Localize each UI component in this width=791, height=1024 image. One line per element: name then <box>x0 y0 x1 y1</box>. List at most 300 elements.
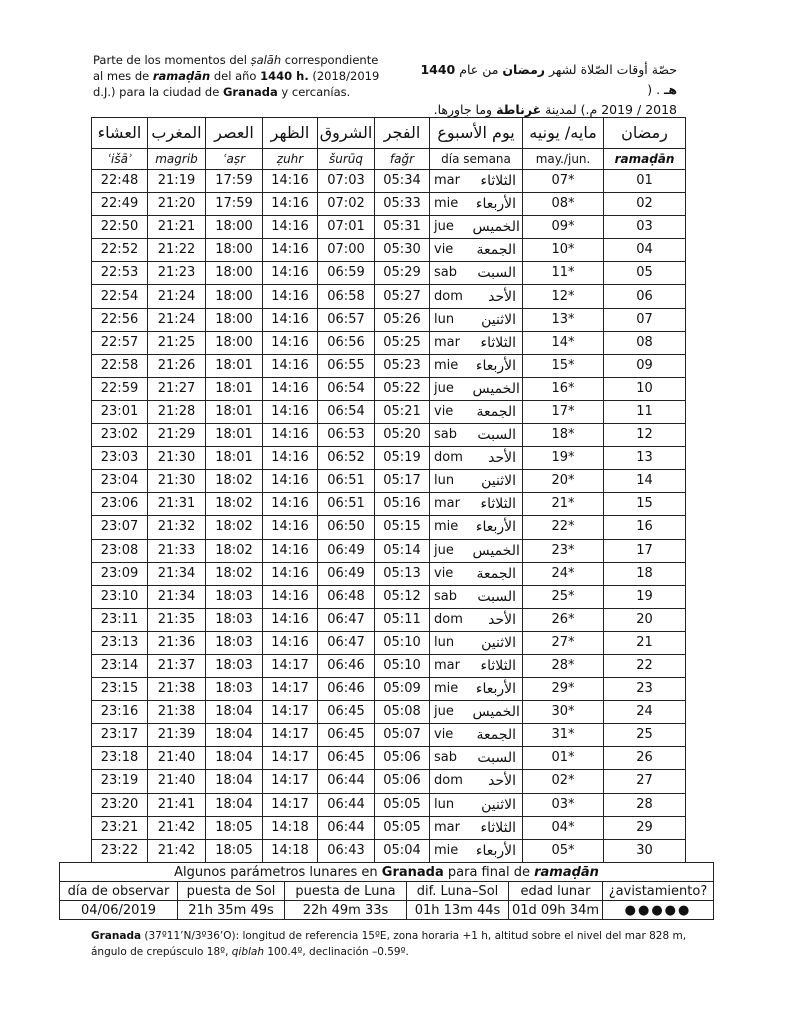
cell-day-es: jue <box>430 377 473 400</box>
cell-fajr: 05:20 <box>375 424 430 447</box>
table-row <box>92 354 686 377</box>
cell-isha: 22:49 <box>92 193 148 216</box>
cell-isha: 23:17 <box>92 724 148 747</box>
header-text: correspondiente <box>281 53 379 67</box>
cell-shuruq: 07:01 <box>318 216 375 239</box>
cell-dhuhr: 14:17 <box>263 770 318 793</box>
lunar-header-row <box>60 882 714 901</box>
col-header-fajr: الفجر <box>375 118 430 149</box>
cell-fajr: 05:10 <box>375 654 430 677</box>
cell-isha: 23:02 <box>92 424 148 447</box>
cell-fajr: 05:07 <box>375 724 430 747</box>
cell-isha: 23:19 <box>92 770 148 793</box>
cell-day-es: mie <box>430 354 473 377</box>
cell-ramadan: 27 <box>604 770 686 793</box>
cell-date: 16* <box>523 377 604 400</box>
cell-date: 14* <box>523 331 604 354</box>
cell-date: 12* <box>523 285 604 308</box>
cell-isha: 22:56 <box>92 308 148 331</box>
table-row <box>92 447 686 470</box>
cell-date: 15* <box>523 354 604 377</box>
cell-ramadan: 16 <box>604 516 686 539</box>
lunar-header: ¿avistamiento? <box>603 882 714 901</box>
cell-asr: 18:03 <box>206 631 263 654</box>
lunar-header: dif. Luna–Sol <box>407 882 509 901</box>
col-header-shuruq: الشروق <box>318 118 375 149</box>
cell-shuruq: 06:54 <box>318 377 375 400</box>
cell-maghrib: 21:38 <box>148 678 206 701</box>
cell-day-ar: الخميس <box>473 701 523 724</box>
cell-shuruq: 06:55 <box>318 354 375 377</box>
cell-day-es: sab <box>430 424 473 447</box>
lunar-title-text: Algunos parámetros lunares en <box>174 864 382 880</box>
cell-date: 04* <box>523 816 604 839</box>
cell-shuruq: 06:45 <box>318 747 375 770</box>
cell-day-ar: الأحد <box>473 285 523 308</box>
cell-ramadan: 19 <box>604 585 686 608</box>
cell-dhuhr: 14:16 <box>263 239 318 262</box>
cell-day-ar: الخميس <box>473 539 523 562</box>
cell-date: 25* <box>523 585 604 608</box>
cell-isha: 23:15 <box>92 678 148 701</box>
header-city: Granada <box>222 85 278 99</box>
cell-day-ar: الاثنين <box>473 470 523 493</box>
cell-fajr: 05:10 <box>375 631 430 654</box>
header-text: d.J.) para la ciudad de <box>93 85 223 99</box>
cell-maghrib: 21:25 <box>148 331 206 354</box>
cell-isha: 22:57 <box>92 331 148 354</box>
cell-dhuhr: 14:16 <box>263 516 318 539</box>
table-row <box>92 262 686 285</box>
table-row <box>92 400 686 423</box>
col-header-asr: العصر <box>206 118 263 149</box>
cell-day-ar: الجمعة <box>473 400 523 423</box>
cell-ramadan: 07 <box>604 308 686 331</box>
cell-date: 08* <box>523 193 604 216</box>
cell-dhuhr: 14:16 <box>263 470 318 493</box>
cell-shuruq: 06:57 <box>318 308 375 331</box>
footer-note <box>91 928 691 960</box>
cell-dhuhr: 14:16 <box>263 631 318 654</box>
header-text: del año <box>210 69 261 83</box>
col-tr-date: may./jun. <box>523 149 604 170</box>
cell-day-ar: الخميس <box>473 216 523 239</box>
cell-day-es: dom <box>430 447 473 470</box>
table-row <box>92 539 686 562</box>
header-ramadan: ramaḍān <box>152 69 211 83</box>
cell-asr: 18:04 <box>206 724 263 747</box>
cell-maghrib: 21:30 <box>148 470 206 493</box>
cell-asr: 18:00 <box>206 216 263 239</box>
col-tr-shuruq: šurūq <box>318 149 375 170</box>
col-tr-asr: ʿaṣr <box>206 149 263 170</box>
footer-qiblah: qiblah <box>231 946 265 958</box>
cell-asr: 18:00 <box>206 308 263 331</box>
cell-shuruq: 06:56 <box>318 331 375 354</box>
cell-date: 19* <box>523 447 604 470</box>
cell-dhuhr: 14:16 <box>263 608 318 631</box>
cell-asr: 18:00 <box>206 239 263 262</box>
cell-day-ar: الأحد <box>473 608 523 631</box>
cell-asr: 18:00 <box>206 331 263 354</box>
cell-fajr: 05:26 <box>375 308 430 331</box>
cell-maghrib: 21:34 <box>148 562 206 585</box>
col-tr-weekday: día semana <box>430 149 523 170</box>
cell-dhuhr: 14:17 <box>263 793 318 816</box>
cell-asr: 18:04 <box>206 770 263 793</box>
cell-date: 23* <box>523 539 604 562</box>
cell-date: 17* <box>523 400 604 423</box>
cell-ramadan: 21 <box>604 631 686 654</box>
cell-fajr: 05:17 <box>375 470 430 493</box>
header-ar-city: غرناطة <box>496 102 542 117</box>
cell-shuruq: 06:54 <box>318 400 375 423</box>
cell-day-ar: الثلاثاء <box>473 331 523 354</box>
table-row <box>92 470 686 493</box>
lunar-header: puesta de Sol <box>178 882 285 901</box>
cell-day-es: mar <box>430 493 473 516</box>
cell-ramadan: 06 <box>604 285 686 308</box>
cell-ramadan: 23 <box>604 678 686 701</box>
cell-fajr: 05:09 <box>375 678 430 701</box>
cell-isha: 23:01 <box>92 400 148 423</box>
cell-dhuhr: 14:16 <box>263 193 318 216</box>
cell-isha: 23:16 <box>92 701 148 724</box>
cell-day-es: lun <box>430 470 473 493</box>
cell-asr: 18:05 <box>206 816 263 839</box>
cell-shuruq: 06:51 <box>318 493 375 516</box>
cell-ramadan: 12 <box>604 424 686 447</box>
lunar-value-age: 01d 09h 34m <box>509 901 603 920</box>
cell-fajr: 05:15 <box>375 516 430 539</box>
cell-ramadan: 30 <box>604 839 686 862</box>
cell-shuruq: 07:03 <box>318 170 375 193</box>
table-row <box>92 193 686 216</box>
cell-day-ar: الاثنين <box>473 631 523 654</box>
cell-day-es: lun <box>430 793 473 816</box>
header-text: y cercanías. <box>277 85 351 99</box>
table-row <box>92 839 686 862</box>
cell-asr: 18:01 <box>206 400 263 423</box>
cell-dhuhr: 14:16 <box>263 216 318 239</box>
cell-shuruq: 06:52 <box>318 447 375 470</box>
cell-date: 13* <box>523 308 604 331</box>
cell-shuruq: 06:44 <box>318 793 375 816</box>
cell-isha: 22:54 <box>92 285 148 308</box>
cell-day-es: mie <box>430 516 473 539</box>
table-row <box>92 170 686 193</box>
cell-date: 30* <box>523 701 604 724</box>
cell-maghrib: 21:19 <box>148 170 206 193</box>
cell-ramadan: 22 <box>604 654 686 677</box>
cell-maghrib: 21:29 <box>148 424 206 447</box>
cell-asr: 18:03 <box>206 654 263 677</box>
cell-day-ar: السبت <box>473 262 523 285</box>
cell-day-ar: الأربعاء <box>473 839 523 862</box>
col-header-isha: العشاء <box>92 118 148 149</box>
cell-fajr: 05:31 <box>375 216 430 239</box>
cell-dhuhr: 14:16 <box>263 262 318 285</box>
cell-fajr: 05:14 <box>375 539 430 562</box>
cell-day-es: lun <box>430 631 473 654</box>
cell-fajr: 05:33 <box>375 193 430 216</box>
cell-asr: 18:01 <box>206 377 263 400</box>
cell-ramadan: 13 <box>604 447 686 470</box>
footer-city: Granada <box>91 930 142 942</box>
cell-day-ar: الجمعة <box>473 724 523 747</box>
cell-ramadan: 25 <box>604 724 686 747</box>
cell-ramadan: 11 <box>604 400 686 423</box>
cell-dhuhr: 14:17 <box>263 747 318 770</box>
cell-shuruq: 06:58 <box>318 285 375 308</box>
cell-maghrib: 21:40 <box>148 770 206 793</box>
cell-day-es: sab <box>430 262 473 285</box>
cell-day-ar: الاثنين <box>473 793 523 816</box>
cell-isha: 23:10 <box>92 585 148 608</box>
cell-day-ar: الاثنين <box>473 308 523 331</box>
cell-isha: 22:58 <box>92 354 148 377</box>
cell-date: 02* <box>523 770 604 793</box>
cell-asr: 18:02 <box>206 562 263 585</box>
header-row-transliteration <box>92 149 686 170</box>
cell-fajr: 05:08 <box>375 701 430 724</box>
cell-shuruq: 06:50 <box>318 516 375 539</box>
cell-maghrib: 21:42 <box>148 816 206 839</box>
cell-day-ar: الأربعاء <box>473 678 523 701</box>
cell-ramadan: 15 <box>604 493 686 516</box>
table-row <box>92 285 686 308</box>
lunar-title-text: para final de <box>443 864 535 880</box>
cell-ramadan: 26 <box>604 747 686 770</box>
cell-fajr: 05:27 <box>375 285 430 308</box>
cell-fajr: 05:05 <box>375 793 430 816</box>
cell-ramadan: 03 <box>604 216 686 239</box>
cell-maghrib: 21:35 <box>148 608 206 631</box>
cell-asr: 17:59 <box>206 170 263 193</box>
header-ar-text: من عام <box>455 62 503 77</box>
cell-dhuhr: 14:16 <box>263 424 318 447</box>
cell-shuruq: 07:00 <box>318 239 375 262</box>
table-row <box>92 562 686 585</box>
cell-day-es: lun <box>430 308 473 331</box>
cell-dhuhr: 14:17 <box>263 678 318 701</box>
cell-ramadan: 08 <box>604 331 686 354</box>
cell-fajr: 05:30 <box>375 239 430 262</box>
cell-shuruq: 06:46 <box>318 678 375 701</box>
cell-isha: 22:50 <box>92 216 148 239</box>
cell-maghrib: 21:27 <box>148 377 206 400</box>
cell-date: 07* <box>523 170 604 193</box>
cell-date: 28* <box>523 654 604 677</box>
cell-isha: 22:53 <box>92 262 148 285</box>
cell-isha: 22:52 <box>92 239 148 262</box>
cell-dhuhr: 14:17 <box>263 654 318 677</box>
cell-dhuhr: 14:16 <box>263 308 318 331</box>
cell-day-ar: الأحد <box>473 770 523 793</box>
cell-asr: 18:04 <box>206 793 263 816</box>
cell-date: 11* <box>523 262 604 285</box>
col-tr-ramadan: ramaḍān <box>604 149 686 170</box>
lunar-header: edad lunar <box>509 882 603 901</box>
cell-maghrib: 21:41 <box>148 793 206 816</box>
header-salah: ṣalāh <box>250 53 282 67</box>
col-tr-fajr: faǧr <box>375 149 430 170</box>
cell-isha: 23:09 <box>92 562 148 585</box>
cell-dhuhr: 14:16 <box>263 447 318 470</box>
col-header-date: مايه/ يونيه <box>523 118 604 149</box>
cell-dhuhr: 14:16 <box>263 285 318 308</box>
lunar-value-moonset: 22h 49m 33s <box>285 901 407 920</box>
cell-dhuhr: 14:17 <box>263 701 318 724</box>
cell-fajr: 05:19 <box>375 447 430 470</box>
cell-day-ar: الأحد <box>473 447 523 470</box>
cell-day-ar: الجمعة <box>473 239 523 262</box>
table-row <box>92 631 686 654</box>
cell-maghrib: 21:42 <box>148 839 206 862</box>
cell-dhuhr: 14:16 <box>263 585 318 608</box>
cell-ramadan: 24 <box>604 701 686 724</box>
cell-fajr: 05:29 <box>375 262 430 285</box>
cell-day-es: jue <box>430 216 473 239</box>
cell-isha: 23:13 <box>92 631 148 654</box>
cell-dhuhr: 14:18 <box>263 816 318 839</box>
col-header-weekday: يوم الأسبوع <box>430 118 523 149</box>
table-row <box>92 424 686 447</box>
header-text: Parte de los momentos del <box>93 53 251 67</box>
cell-ramadan: 29 <box>604 816 686 839</box>
table-row <box>92 493 686 516</box>
cell-maghrib: 21:20 <box>148 193 206 216</box>
cell-day-es: dom <box>430 770 473 793</box>
cell-day-es: mar <box>430 331 473 354</box>
table-row <box>92 793 686 816</box>
lunar-value-diff: 01h 13m 44s <box>407 901 509 920</box>
cell-day-ar: الثلاثاء <box>473 493 523 516</box>
cell-fajr: 05:34 <box>375 170 430 193</box>
cell-date: 09* <box>523 216 604 239</box>
cell-shuruq: 06:49 <box>318 539 375 562</box>
cell-day-ar: السبت <box>473 424 523 447</box>
cell-asr: 18:02 <box>206 516 263 539</box>
cell-day-ar: الأربعاء <box>473 354 523 377</box>
lunar-value-date: 04/06/2019 <box>60 901 178 920</box>
table-row <box>92 377 686 400</box>
cell-date: 24* <box>523 562 604 585</box>
cell-isha: 23:04 <box>92 470 148 493</box>
col-header-dhuhr: الظهر <box>263 118 318 149</box>
header-spanish <box>93 52 393 100</box>
cell-ramadan: 09 <box>604 354 686 377</box>
cell-isha: 23:07 <box>92 516 148 539</box>
cell-ramadan: 04 <box>604 239 686 262</box>
cell-day-es: jue <box>430 701 473 724</box>
col-tr-isha: ʿišāʾ <box>92 149 148 170</box>
cell-date: 18* <box>523 424 604 447</box>
header-row-arabic <box>92 118 686 149</box>
cell-ramadan: 10 <box>604 377 686 400</box>
cell-asr: 17:59 <box>206 193 263 216</box>
prayer-times-table <box>91 117 686 863</box>
cell-date: 01* <box>523 747 604 770</box>
cell-day-es: mar <box>430 816 473 839</box>
cell-asr: 18:04 <box>206 747 263 770</box>
cell-shuruq: 06:49 <box>318 562 375 585</box>
cell-isha: 22:48 <box>92 170 148 193</box>
cell-maghrib: 21:34 <box>148 585 206 608</box>
cell-shuruq: 07:02 <box>318 193 375 216</box>
cell-maghrib: 21:32 <box>148 516 206 539</box>
cell-day-es: vie <box>430 724 473 747</box>
table-row <box>92 585 686 608</box>
cell-shuruq: 06:46 <box>318 654 375 677</box>
cell-day-ar: الثلاثاء <box>473 654 523 677</box>
cell-date: 20* <box>523 470 604 493</box>
cell-dhuhr: 14:16 <box>263 170 318 193</box>
cell-asr: 18:03 <box>206 678 263 701</box>
cell-day-es: jue <box>430 539 473 562</box>
cell-date: 22* <box>523 516 604 539</box>
header-ar-text: 2018 / 2019 م.) لمدينة <box>541 102 677 117</box>
cell-fajr: 05:13 <box>375 562 430 585</box>
cell-isha: 23:18 <box>92 747 148 770</box>
col-header-ramadan: رمضان <box>604 118 686 149</box>
footer-text: (37º11’N/3º36’O): longitud de referencia 15ºE, zona horaria +1 h, altitud sobre el nivel del mar 828 m, ángulo de crepúsculo 18º, <box>91 930 687 958</box>
cell-asr: 18:01 <box>206 424 263 447</box>
cell-maghrib: 21:26 <box>148 354 206 377</box>
cell-date: 03* <box>523 793 604 816</box>
cell-day-ar: الأربعاء <box>473 516 523 539</box>
cell-ramadan: 05 <box>604 262 686 285</box>
cell-day-ar: الثلاثاء <box>473 816 523 839</box>
cell-isha: 23:03 <box>92 447 148 470</box>
header-ar-text: . ( <box>647 82 665 97</box>
cell-asr: 18:01 <box>206 447 263 470</box>
cell-day-es: mar <box>430 654 473 677</box>
lunar-title <box>60 863 714 882</box>
cell-dhuhr: 14:16 <box>263 493 318 516</box>
cell-shuruq: 06:45 <box>318 701 375 724</box>
cell-day-ar: الخميس <box>473 377 523 400</box>
cell-maghrib: 21:33 <box>148 539 206 562</box>
col-tr-maghrib: magrib <box>148 149 206 170</box>
cell-fajr: 05:05 <box>375 816 430 839</box>
header-year: 1440 h. <box>260 69 309 83</box>
cell-day-es: mar <box>430 170 473 193</box>
cell-asr: 18:04 <box>206 701 263 724</box>
cell-day-es: mie <box>430 839 473 862</box>
header-ar-ramadan: رمضان <box>502 62 546 77</box>
cell-isha: 23:14 <box>92 654 148 677</box>
header-text: al mes de <box>93 69 153 83</box>
cell-asr: 18:01 <box>206 354 263 377</box>
col-tr-dhuhr: ẓuhr <box>263 149 318 170</box>
cell-fajr: 05:06 <box>375 747 430 770</box>
cell-maghrib: 21:37 <box>148 654 206 677</box>
cell-ramadan: 18 <box>604 562 686 585</box>
footer-text: 100.4º, declinación –0.59º. <box>264 946 409 958</box>
cell-isha: 23:08 <box>92 539 148 562</box>
cell-day-ar: السبت <box>473 747 523 770</box>
cell-asr: 18:03 <box>206 585 263 608</box>
cell-date: 31* <box>523 724 604 747</box>
table-row <box>92 770 686 793</box>
cell-maghrib: 21:36 <box>148 631 206 654</box>
cell-ramadan: 20 <box>604 608 686 631</box>
lunar-value-sunset: 21h 35m 49s <box>178 901 285 920</box>
cell-fajr: 05:11 <box>375 608 430 631</box>
cell-shuruq: 06:48 <box>318 585 375 608</box>
table-row <box>92 701 686 724</box>
